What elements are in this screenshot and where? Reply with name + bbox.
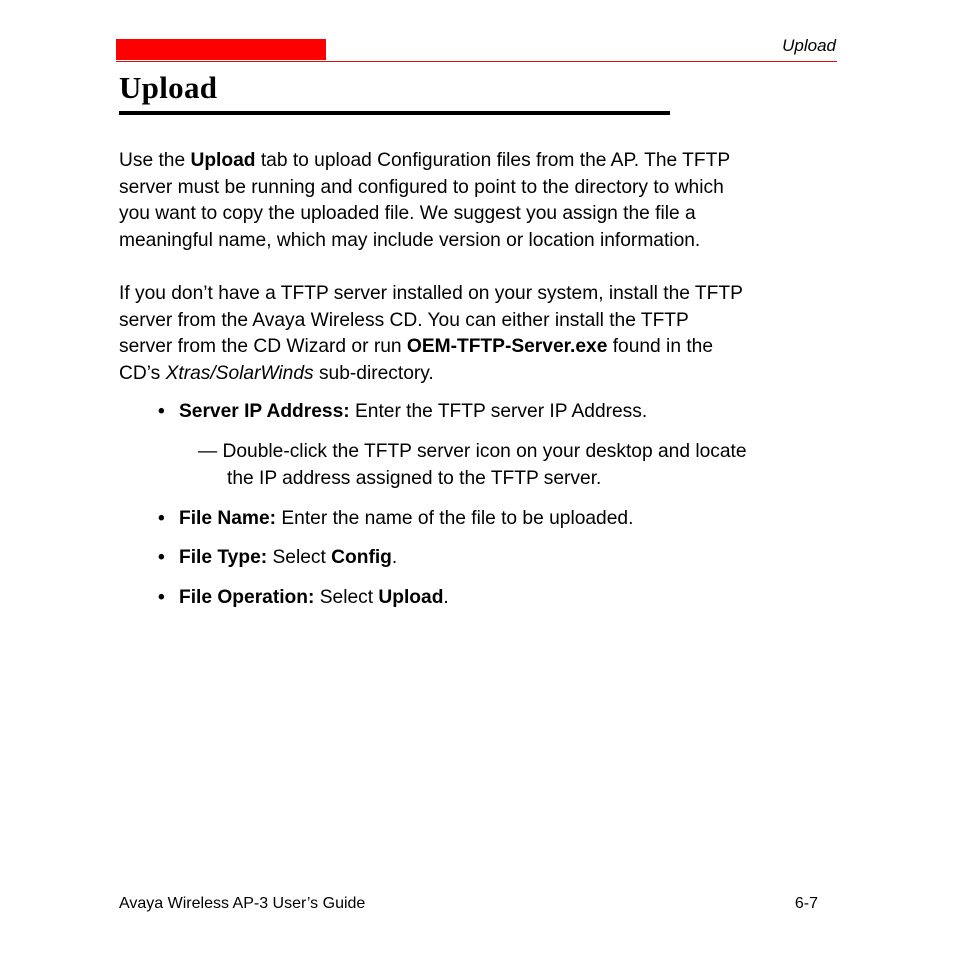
bullet-server-ip-address: • Server IP Address: Enter the TFTP server IP Address. — [158, 399, 647, 426]
bullet-file-operation: • File Operation: Select Upload. — [158, 585, 449, 612]
bullet-file-type: • File Type: Select Config. — [158, 545, 397, 572]
footer-page-number: 6-7 — [794, 895, 818, 912]
bullet-dot: • — [158, 547, 165, 568]
bullet-dot: • — [158, 401, 165, 422]
bullet-dot: • — [158, 508, 165, 529]
footer-guide-title: Avaya Wireless AP-3 User’s Guide — [119, 895, 366, 912]
bullet-dot: • — [158, 587, 165, 608]
server-ip-sub-note: — Double-click the TFTP server icon on your desktop and locate the IP address assigned to the TFTP server. — [198, 441, 747, 489]
tftp-paragraph: If you don’t have a TFTP server installed on your system, install the TFTP server from the Avaya Wireless CD. You can either install the TFTP server from the CD Wizard or run OEM-TFTP-Server.exe found in the CD’s Xtras/SolarWinds sub-directory. — [119, 283, 743, 384]
intro-paragraph: Use the Upload tab to upload Configuration files from the AP. The TFTP server must be running and configured to point to the directory to which you want to copy the uploaded file. We suggest you assign the file a meaningful name, which may include version or location information. — [119, 150, 731, 251]
title-underline — [119, 111, 670, 115]
header-accent-bar — [116, 39, 326, 60]
bullet-file-name: • File Name: Enter the name of the file to be uploaded. — [158, 506, 633, 533]
page-title: Upload — [119, 70, 218, 105]
running-header-title: Upload — [782, 36, 836, 55]
header-rule — [116, 61, 837, 62]
